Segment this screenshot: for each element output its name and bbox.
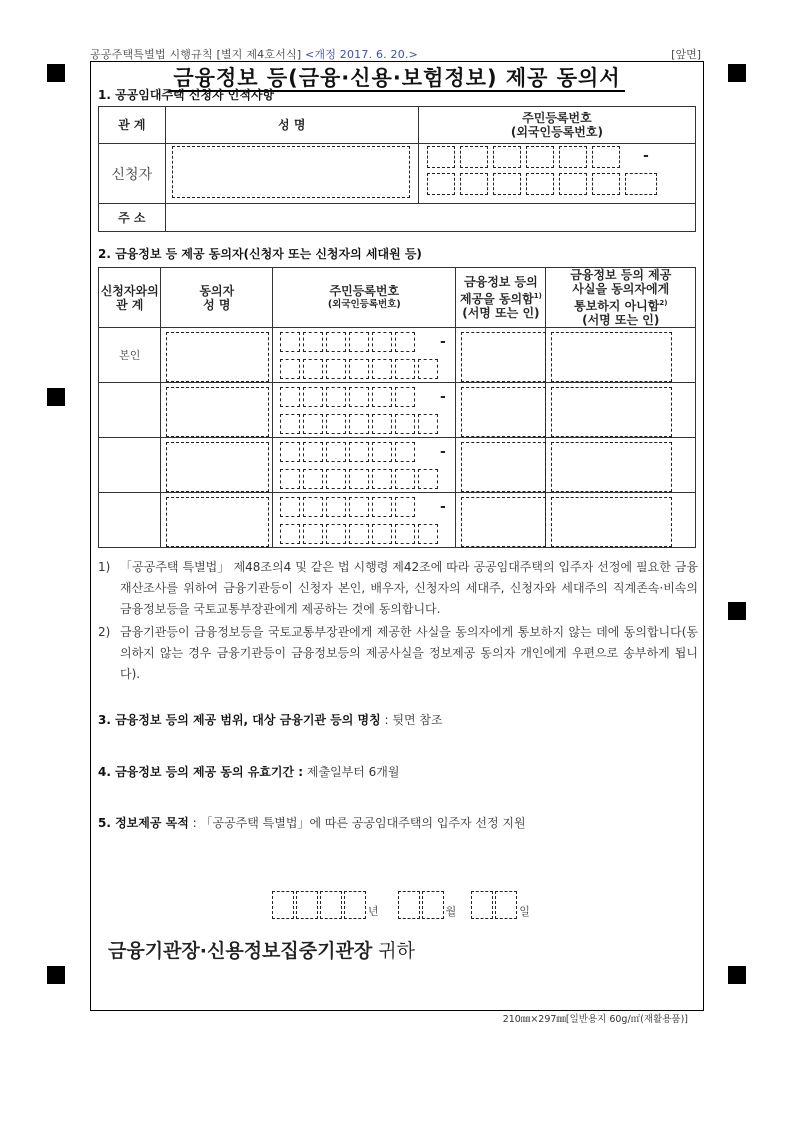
col-name: 성 명	[165, 107, 418, 144]
digit-box[interactable]	[303, 414, 323, 434]
col-rrn	[418, 107, 695, 144]
rrn-separator: -	[440, 444, 446, 460]
digit-box[interactable]	[559, 146, 587, 168]
addressee	[108, 936, 415, 963]
registration-mark	[728, 602, 746, 620]
consenter-rrn-back[interactable]	[280, 469, 441, 489]
digit-box[interactable]	[303, 497, 323, 517]
consenter-rrn-front[interactable]	[280, 442, 418, 462]
applicant-rrn-front[interactable]	[427, 146, 625, 168]
consenter-rrn-front[interactable]	[280, 497, 418, 517]
digit-box[interactable]	[395, 359, 415, 379]
digit-box[interactable]	[349, 414, 369, 434]
month-label: 월	[445, 905, 457, 918]
digit-box[interactable]	[372, 497, 392, 517]
col-rrn-sub: (외국인등록번호)	[327, 298, 401, 310]
digit-box[interactable]	[349, 442, 369, 462]
registration-mark	[47, 388, 65, 406]
digit-box[interactable]	[303, 469, 323, 489]
digit-box[interactable]	[372, 332, 392, 352]
digit-box[interactable]	[349, 469, 369, 489]
section5-label: 5. 정보제공 목적	[98, 816, 189, 830]
consent-signature-field[interactable]	[461, 387, 546, 437]
note-2	[98, 622, 698, 685]
digit-box[interactable]	[326, 497, 346, 517]
registration-mark	[728, 966, 746, 984]
page-side-label: [앞면]	[671, 48, 701, 61]
day-label: 일	[519, 905, 530, 918]
consenter-rrn-back[interactable]	[280, 414, 441, 434]
section3-value: : 뒷면 참조	[380, 713, 443, 727]
year-digit-box[interactable]	[272, 891, 294, 919]
section2-heading: 2. 금융정보 등 제공 동의자(신청자 또는 신청자의 세대원 등)	[98, 247, 422, 261]
digit-box[interactable]	[460, 173, 488, 195]
digit-box[interactable]	[349, 387, 369, 407]
digit-box[interactable]	[460, 146, 488, 168]
col-consent-line3: (서명 또는 인)	[462, 306, 540, 320]
digit-box[interactable]	[280, 414, 300, 434]
form-reference	[90, 46, 418, 62]
note-number: 2)	[98, 625, 111, 639]
revision-date: <개정 2017. 6. 20.>	[305, 48, 419, 61]
digit-box[interactable]	[526, 173, 554, 195]
row3-relation	[99, 438, 161, 493]
digit-box[interactable]	[395, 497, 415, 517]
digit-box[interactable]	[418, 469, 438, 489]
digit-box[interactable]	[280, 359, 300, 379]
col-consent	[456, 268, 546, 328]
digit-box[interactable]	[280, 442, 300, 462]
section1-heading: 1. 공공임대주택 신청자 인적사항	[98, 88, 275, 102]
digit-box[interactable]	[326, 414, 346, 434]
digit-box[interactable]	[559, 173, 587, 195]
note-text: 「공공주택 특별법」 제48조의4 및 같은 법 시행령 제42조에 따라 공공임대주택의 입주자 선정에 필요한 금융재산조사를 위하여 금융기관등이 신청자 본인, 배우자, 신청자의 세대주, 신청자와 세대주의 직계존속·비속의 금융정보등을 국토교통부장관에게 제공하는 것에 동의합니다.	[120, 560, 698, 616]
digit-box[interactable]	[280, 469, 300, 489]
form-ref-text: 공공주택특별법 시행규칙 [별지 제4호서식]	[90, 48, 302, 61]
no-notify-signature-field[interactable]	[551, 497, 672, 547]
digit-box[interactable]	[418, 359, 438, 379]
col-rrn	[273, 268, 456, 328]
digit-box[interactable]	[303, 387, 323, 407]
addressee-suffix: 귀하	[372, 940, 415, 962]
digit-box[interactable]	[372, 524, 392, 544]
digit-box[interactable]	[326, 332, 346, 352]
digit-box[interactable]	[395, 387, 415, 407]
day-digit-box[interactable]	[471, 891, 493, 919]
form-title-text: 금융정보 등(금융·신용·보험정보) 제공 동의서	[169, 66, 624, 92]
col-relation-line1: 신청자와의	[100, 283, 159, 298]
applicant-rrn-back[interactable]	[427, 173, 662, 195]
col-relation	[99, 268, 161, 328]
digit-box[interactable]	[395, 332, 415, 352]
digit-box[interactable]	[280, 524, 300, 544]
digit-box[interactable]	[349, 497, 369, 517]
addressee-name: 금융기관장·신용정보집중기관장	[108, 940, 373, 962]
digit-box[interactable]	[303, 332, 323, 352]
col-rrn-label: 주민등록번호	[522, 111, 592, 125]
col-name-line2: 성 명	[203, 297, 231, 312]
footnote-ref: 1)	[533, 292, 542, 300]
digit-box[interactable]	[349, 332, 369, 352]
consent-signature-field[interactable]	[461, 497, 546, 547]
row1-relation: 본인	[99, 328, 161, 383]
paper-spec: 210㎜×297㎜[일반용지 60g/㎡(재활용품)]	[502, 1014, 688, 1025]
year-digit-box[interactable]	[296, 891, 318, 919]
digit-box[interactable]	[280, 387, 300, 407]
digit-box[interactable]	[303, 359, 323, 379]
consenter-name-field[interactable]	[166, 442, 269, 492]
col-name-line1: 동의자	[199, 283, 235, 298]
col-notify	[546, 268, 696, 328]
digit-box[interactable]	[326, 524, 346, 544]
col-notify-line3: 통보하지 아니함	[574, 299, 660, 313]
col-consent-line2: 제공을 동의함	[459, 292, 534, 306]
digit-box[interactable]	[303, 442, 323, 462]
section4-label: 4. 금융정보 등의 제공 동의 유효기간 :	[98, 765, 304, 779]
registration-mark	[47, 966, 65, 984]
section3	[98, 711, 443, 728]
col-notify-line2: 사실을 동의자에게	[572, 282, 670, 296]
digit-box[interactable]	[592, 146, 620, 168]
digit-box[interactable]	[395, 469, 415, 489]
registration-mark	[47, 64, 65, 82]
digit-box[interactable]	[303, 524, 323, 544]
consenter-rrn-front[interactable]	[280, 332, 418, 352]
rrn-separator: -	[440, 389, 446, 405]
section5	[98, 814, 526, 831]
col-relation: 관 계	[99, 107, 166, 144]
row4-relation	[99, 493, 161, 548]
day-digit-box[interactable]	[495, 891, 517, 919]
col-rrn-sub: (외국인등록번호)	[510, 125, 603, 139]
digit-box[interactable]	[526, 146, 554, 168]
section3-label: 3. 금융정보 등의 제공 범위, 대상 금융기관 등의 명칭	[98, 713, 381, 727]
year-digit-box[interactable]	[320, 891, 342, 919]
col-notify-line1: 금융정보 등의 제공	[570, 268, 672, 282]
col-notify-line4: (서명 또는 인)	[582, 313, 660, 327]
month-digit-box[interactable]	[398, 891, 420, 919]
consenter-rrn-back[interactable]	[280, 524, 441, 544]
applicant-name-field[interactable]	[172, 146, 410, 198]
digit-box[interactable]	[418, 414, 438, 434]
digit-box[interactable]	[326, 442, 346, 462]
note-1	[98, 557, 698, 620]
digit-box[interactable]	[418, 524, 438, 544]
section5-value: : 「공공주택 특별법」에 따른 공공임대주택의 입주자 선정 지원	[188, 816, 526, 830]
col-consent-line1: 금융정보 등의	[464, 275, 538, 289]
consent-signature-field[interactable]	[461, 332, 546, 382]
digit-box[interactable]	[625, 173, 657, 195]
year-digit-box[interactable]	[344, 891, 366, 919]
digit-box[interactable]	[395, 442, 415, 462]
digit-box[interactable]	[372, 414, 392, 434]
address-cell	[165, 204, 695, 232]
consenter-name-field[interactable]	[166, 332, 269, 382]
col-rrn-label: 주민등록번호	[329, 283, 400, 298]
digit-box[interactable]	[395, 524, 415, 544]
rrn-separator: -	[643, 148, 649, 164]
digit-box[interactable]	[427, 146, 455, 168]
digit-box[interactable]	[592, 173, 620, 195]
no-notify-signature-field[interactable]	[551, 332, 672, 382]
rrn-separator: -	[440, 334, 446, 350]
digit-box[interactable]	[427, 173, 455, 195]
footnote-ref: 2)	[659, 299, 668, 307]
section4-value: 제출일부터 6개월	[303, 765, 400, 779]
date-line	[272, 891, 530, 919]
digit-box[interactable]	[326, 387, 346, 407]
digit-box[interactable]	[326, 359, 346, 379]
digit-box[interactable]	[372, 442, 392, 462]
rrn-separator: -	[440, 499, 446, 515]
col-relation-line2: 관 계	[116, 297, 144, 312]
digit-box[interactable]	[493, 173, 521, 195]
year-label: 년	[368, 905, 379, 918]
consenter-rrn-back[interactable]	[280, 359, 441, 379]
digit-box[interactable]	[372, 469, 392, 489]
digit-box[interactable]	[280, 497, 300, 517]
col-name	[161, 268, 273, 328]
consenter-name-field[interactable]	[166, 497, 269, 547]
row-applicant-label: 신청자	[99, 144, 166, 204]
section4	[98, 763, 400, 780]
note-text: 금융기관등이 금융정보등을 국토교통부장관에게 제공한 사실을 동의자에게 통보하지 않는 데에 동의합니다(동의하지 않는 경우 금융기관등이 금융정보등의 제공사실을 정보제공 동의자 개인에게 우편으로 송부하게 됩니다).	[120, 625, 698, 681]
digit-box[interactable]	[280, 332, 300, 352]
consenter-rrn-front[interactable]	[280, 387, 418, 407]
digit-box[interactable]	[372, 387, 392, 407]
digit-box[interactable]	[349, 524, 369, 544]
consent-signature-field[interactable]	[461, 442, 546, 492]
row-address-label: 주 소	[99, 204, 166, 232]
digit-box[interactable]	[395, 414, 415, 434]
month-digit-box[interactable]	[422, 891, 444, 919]
digit-box[interactable]	[372, 359, 392, 379]
digit-box[interactable]	[326, 469, 346, 489]
digit-box[interactable]	[493, 146, 521, 168]
no-notify-signature-field[interactable]	[551, 442, 672, 492]
digit-box[interactable]	[349, 359, 369, 379]
note-number: 1)	[98, 560, 111, 574]
registration-mark	[728, 64, 746, 82]
row2-relation	[99, 383, 161, 438]
no-notify-signature-field[interactable]	[551, 387, 672, 437]
consenter-name-field[interactable]	[166, 387, 269, 437]
